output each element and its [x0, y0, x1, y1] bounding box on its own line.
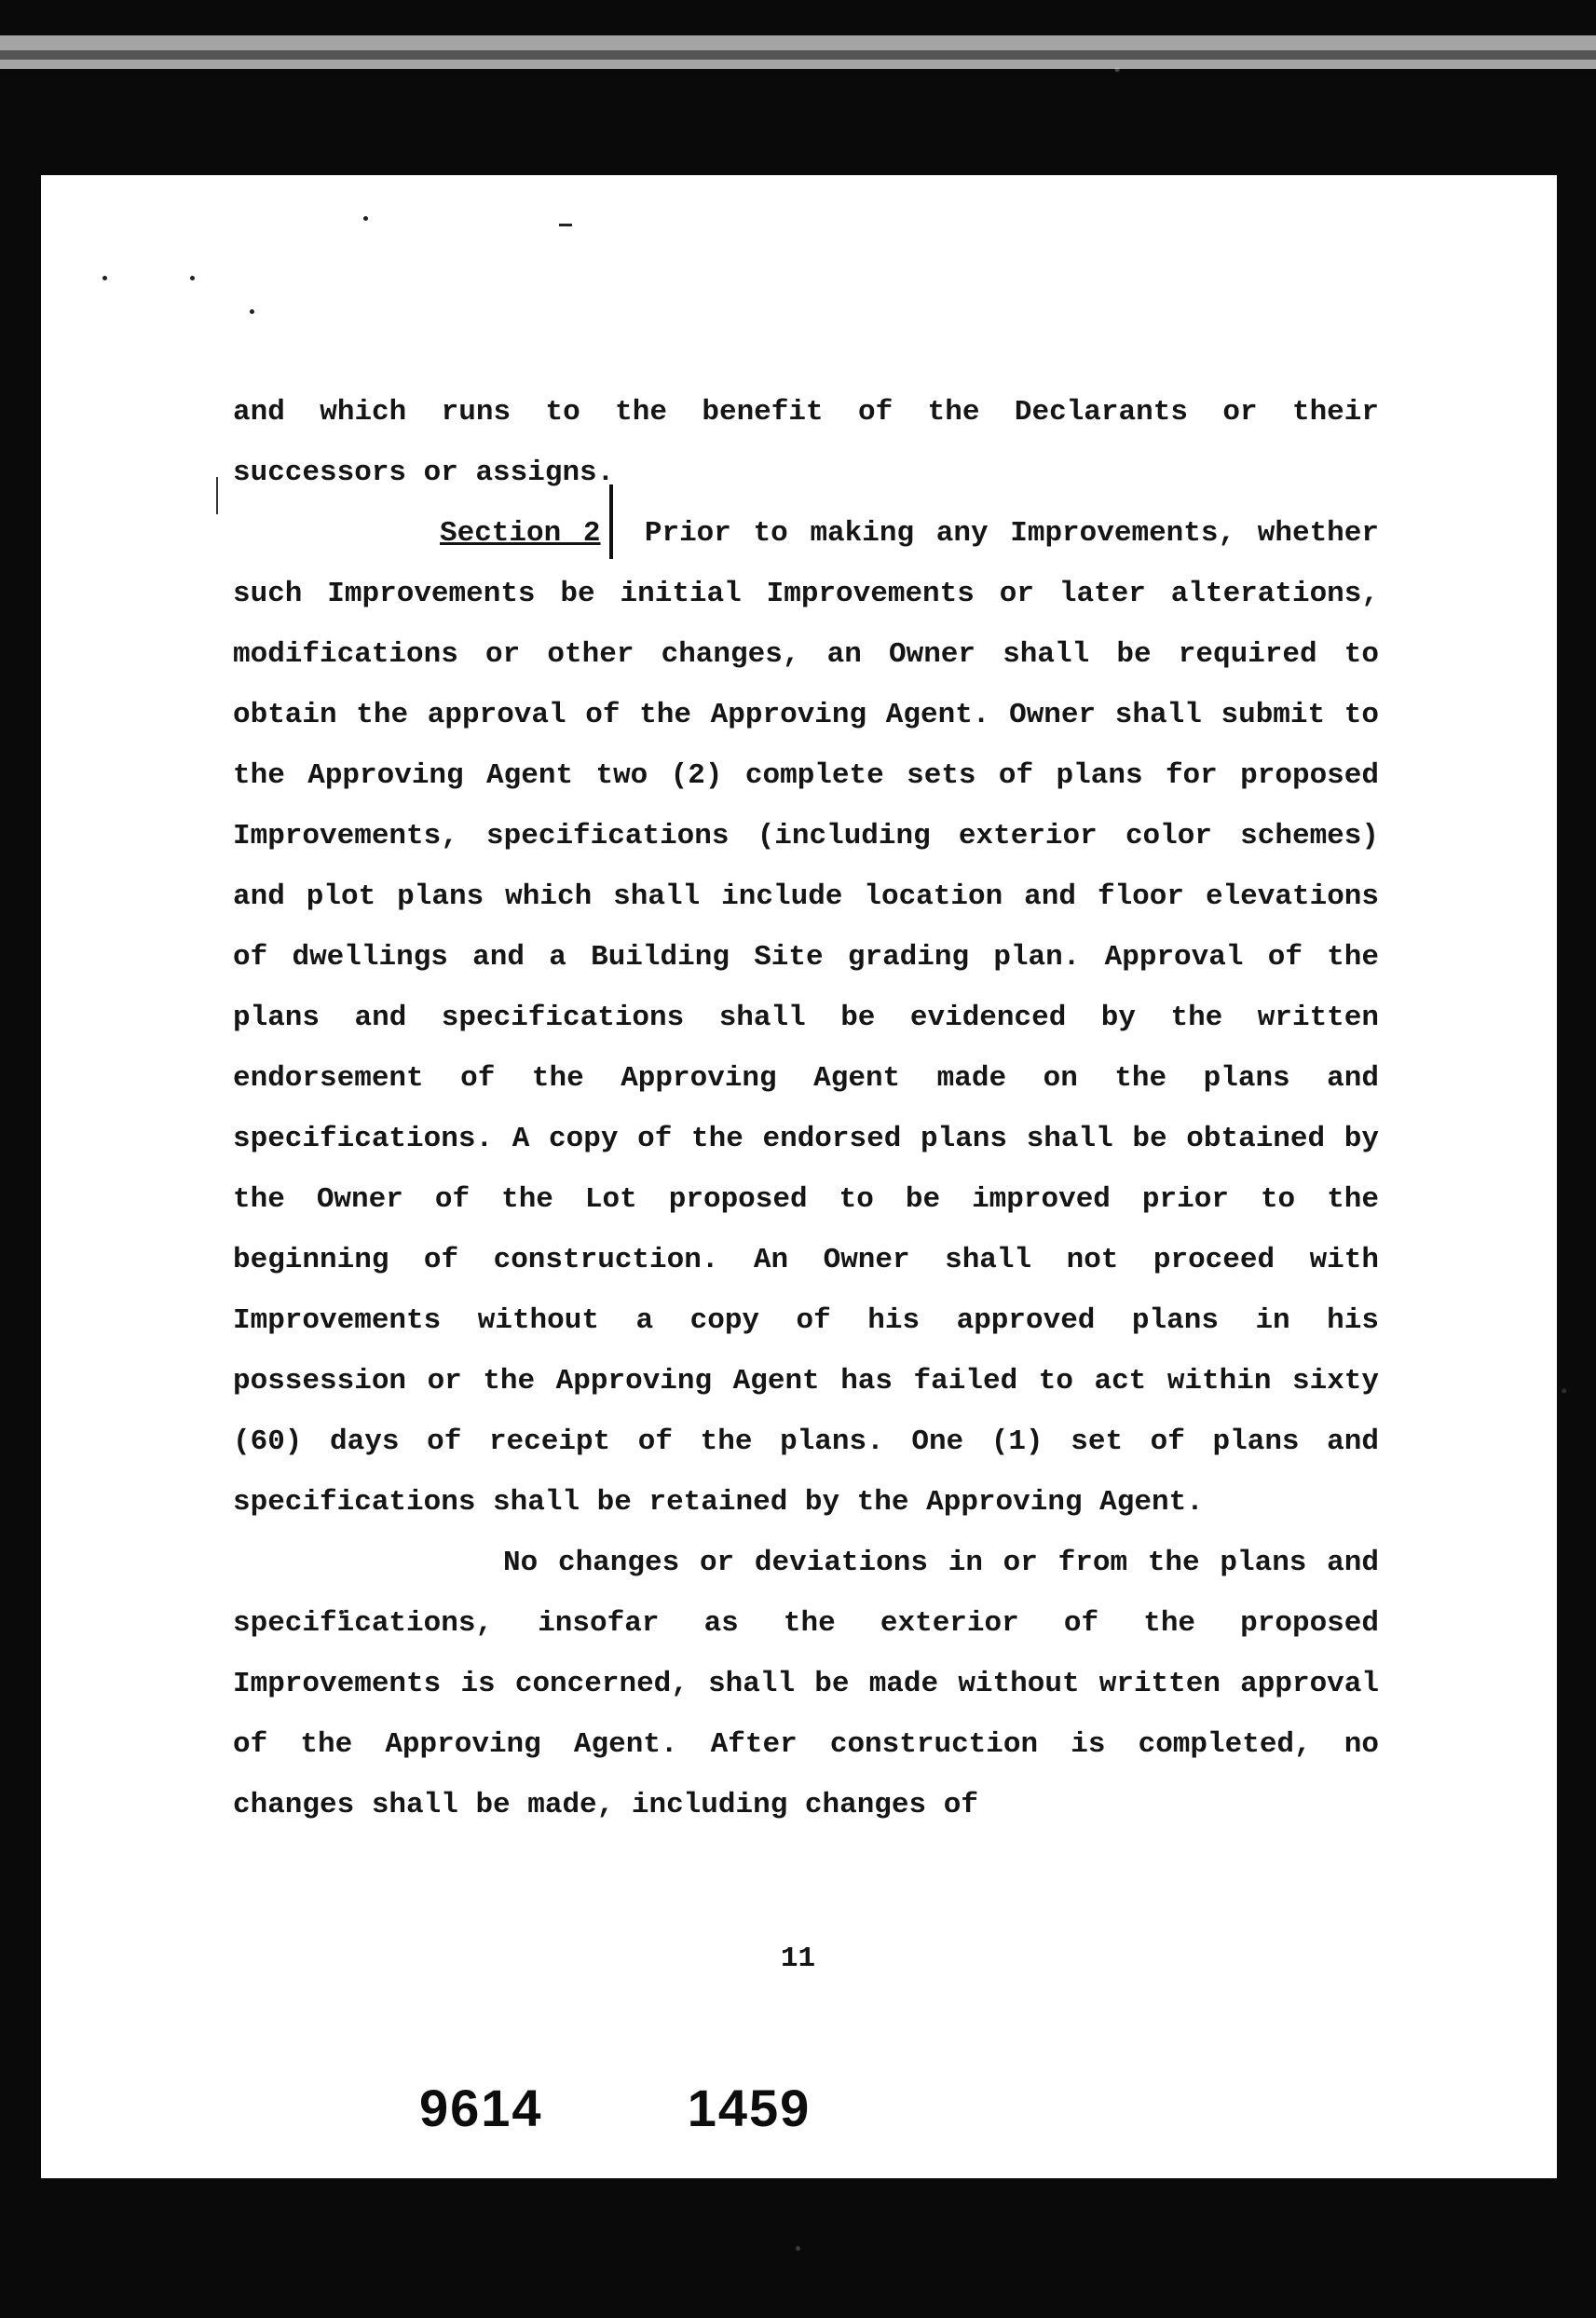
- scan-speck: [559, 224, 572, 226]
- scan-speck: [363, 216, 368, 221]
- scan-top-shadow: [0, 50, 1596, 60]
- scan-speck: [190, 276, 195, 280]
- section-2-paragraph: [233, 503, 1379, 1533]
- recording-number-stamp: 9614 1459: [419, 2079, 812, 2137]
- section-2-text: Prior to making any Improvements, whether such Improvements be initial Improvements or later alterations, modifications or other changes, an Owner shall be required to obtain the approval of the Approving Agent. Owner shall submit to the Approving Agent two (2) complete sets of plans for proposed Improvements, specifications (including exterior color schemes) and plot plans which shall include location and floor elevations of dwellings and a Building Site grading plan. Approval of the plans and specifications shall be evidenced by the written endorsement of the Approving Agent made on the plans and specifications. A copy of the endorsed plans shall be obtained by the Owner of the Lot proposed to be improved prior to the beginning of construction. An Owner shall not proceed with Improvements without a copy of his approved plans in his possession or the Approving Agent has failed to act within sixty (60) days of receipt of the plans. One (1) set of plans and specifications shall be retained by the Approving Agent.: [233, 517, 1379, 1519]
- document-body: [233, 382, 1379, 1835]
- page-number: 11: [780, 1943, 816, 1975]
- section-heading: Section 2: [440, 517, 601, 550]
- scan-speck: [250, 309, 254, 314]
- scan-speck: [102, 276, 107, 280]
- continuation-paragraph: and which runs to the benefit of the Declarants or their successors or assigns.: [233, 396, 1379, 489]
- changes-paragraph: No changes or deviations in or from the plans and specifications, insofar as the exterior of the proposed Improvements is concerned, shall be made without written approval of the Approving Agent. After construction is completed, no changes shall be made, including changes of: [233, 1547, 1379, 1821]
- margin-mark: [216, 477, 218, 514]
